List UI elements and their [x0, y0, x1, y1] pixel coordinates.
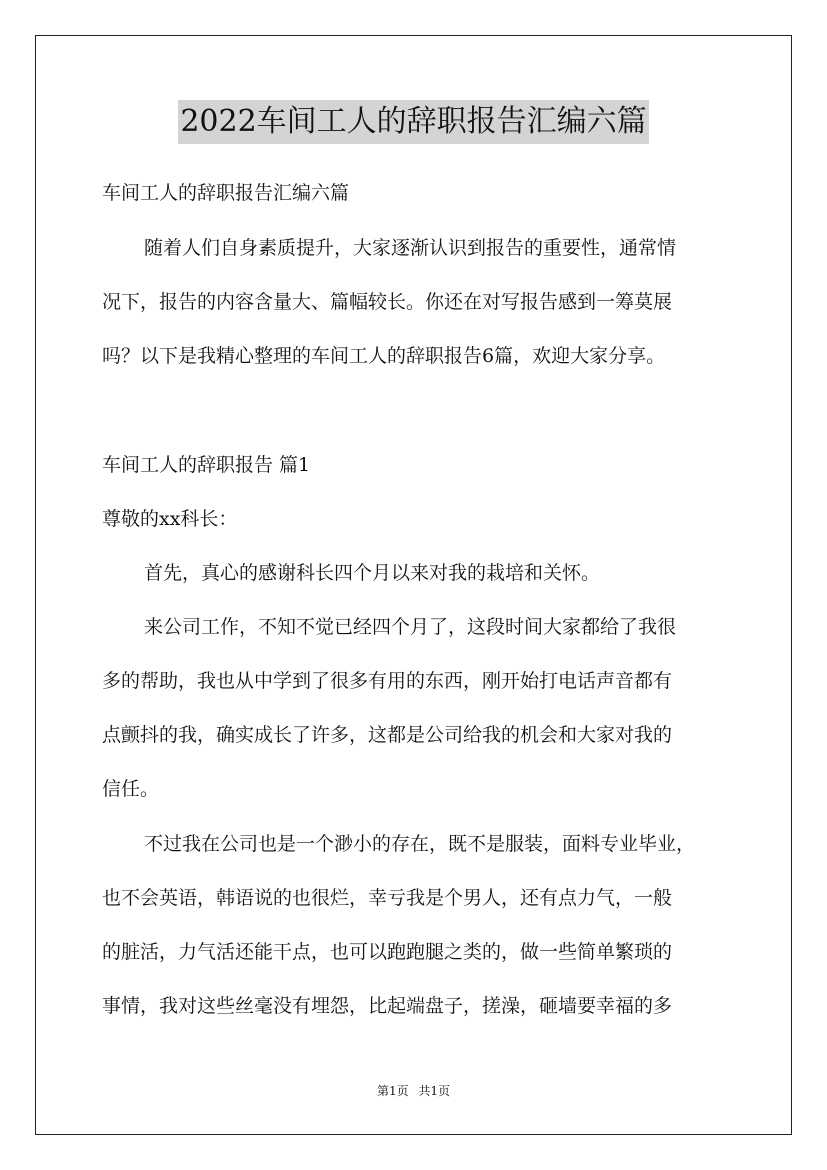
salutation: 尊敬的xx科长：: [102, 508, 238, 530]
title-wrap: [0, 100, 827, 144]
page-total: 共1页: [418, 1084, 451, 1098]
intro-line: 吗？以下是我精心整理的车间工人的辞职报告6篇，欢迎大家分享。: [102, 345, 666, 367]
paragraph-line: 多的帮助，我也从中学到了很多有用的东西，刚开始打电话声音都有: [102, 670, 673, 692]
paragraph-line: 事情，我对这些丝毫没有埋怨，比起端盘子，搓澡，砸墙要幸福的多: [102, 995, 673, 1017]
page-footer: [0, 1083, 827, 1099]
paragraph-line: 来公司工作，不知不觉已经四个月了，这段时间大家都给了我很: [144, 616, 677, 638]
paragraph-line: 不过我在公司也是一个渺小的存在，既不是服装，面料专业毕业，: [144, 833, 696, 855]
intro-line: 况下，报告的内容含量大、篇幅较长。你还在对写报告感到一筹莫展: [102, 291, 673, 313]
paragraph-line: 首先，真心的感谢科长四个月以来对我的栽培和关怀。: [144, 562, 601, 584]
page-number: 第1页: [376, 1084, 409, 1098]
paragraph-line: 也不会英语，韩语说的也很烂，幸亏我是个男人，还有点力气，一般: [102, 887, 673, 909]
document-title: 2022车间工人的辞职报告汇编六篇: [178, 100, 648, 144]
paragraph-line: 点颤抖的我，确实成长了许多，这都是公司给我的机会和大家对我的: [102, 724, 673, 746]
paragraph-line: 信任。: [102, 778, 160, 800]
subtitle: 车间工人的辞职报告汇编六篇: [102, 182, 350, 204]
section-heading: 车间工人的辞职报告 篇1: [102, 454, 311, 476]
intro-line: 随着人们自身素质提升，大家逐渐认识到报告的重要性，通常情: [144, 237, 677, 259]
paragraph-line: 的脏活，力气活还能干点，也可以跑跑腿之类的，做一些简单繁琐的: [102, 941, 673, 963]
